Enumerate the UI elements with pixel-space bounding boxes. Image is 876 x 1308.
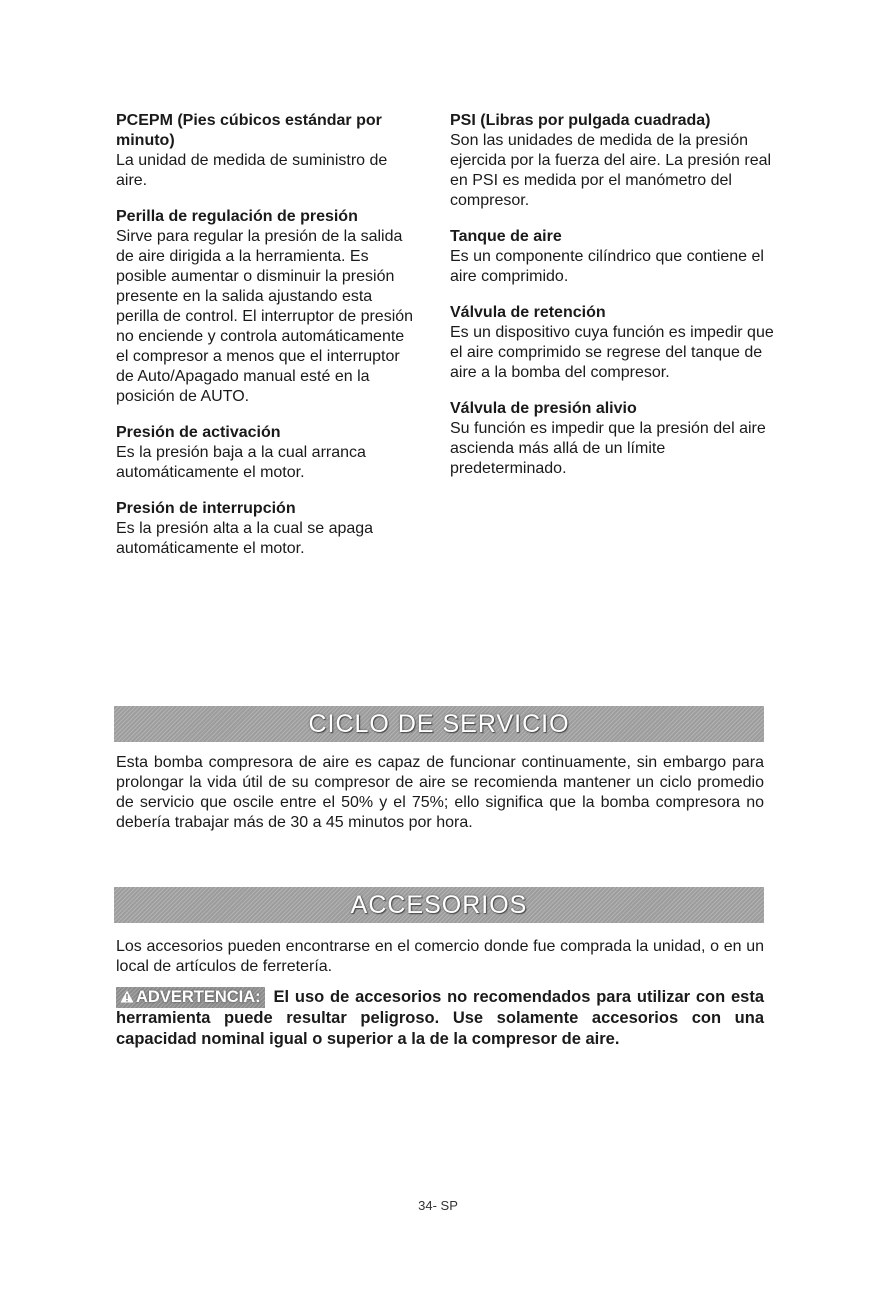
glossary-definition: Su función es impedir que la presión del aire ascienda más allá de un límite predeterminado. [450, 420, 766, 477]
accessories-warning [116, 987, 764, 1050]
glossary-definition: La unidad de medida de suministro de aire. [116, 152, 388, 189]
glossary-right-column [450, 111, 780, 495]
glossary-definition: Es la presión baja a la cual arranca automáticamente el motor. [116, 444, 366, 481]
glossary-term: Perilla de regulación de presión [116, 208, 358, 225]
glossary-entry-pressure-knob [116, 207, 416, 407]
glossary-term: PSI (Libras por pulgada cuadrada) [450, 112, 711, 129]
glossary-entry-psi [450, 111, 780, 211]
duty-cycle-title: CICLO DE SERVICIO [308, 709, 570, 738]
glossary-term: PCEPM (Pies cúbicos estándar por minuto) [116, 112, 382, 149]
glossary-term: Presión de activación [116, 424, 281, 441]
glossary-definition: Es un componente cilíndrico que contiene el aire comprimido. [450, 248, 764, 285]
glossary-definition: Son las unidades de medida de la presión ejercida por la fuerza del aire. La presión real en PSI es medida por el manómetro del compresor. [450, 132, 772, 209]
page-number: 34- SP [418, 1198, 458, 1213]
warning-text: El uso de accesorios no recomendados para utilizar con esta herramienta puede resultar peligroso. Use solamente accesorios con una capacidad nominal igual o superior a la de la compresor de aire. [116, 988, 764, 1048]
duty-cycle-paragraph: Esta bomba compresora de aire es capaz de funcionar continuamente, sin embargo para prolongar la vida útil de su compresor de aire se recomienda mantener un ciclo promedio de servicio que oscile entre el 50% y el 75%; ello significa que la bomba compresora no debería trabajar más de 30 a 45 minutos por hora. [116, 754, 764, 831]
warning-badge [116, 987, 265, 1008]
glossary-term: Válvula de presión alivio [450, 400, 637, 417]
glossary-entry-relief-valve [450, 399, 780, 479]
glossary-term: Presión de interrupción [116, 500, 296, 517]
accessories-banner [114, 887, 764, 923]
glossary-term: Tanque de aire [450, 228, 562, 245]
accessories-paragraph: Los accesorios pueden encontrarse en el comercio donde fue comprada la unidad, o en un local de artículos de ferretería. [116, 938, 764, 975]
glossary-left-column [116, 111, 416, 575]
glossary-term: Válvula de retención [450, 304, 606, 321]
warning-label: ADVERTENCIA: [136, 988, 261, 1006]
warning-triangle-icon [120, 990, 134, 1003]
glossary-entry-pcepm [116, 111, 416, 191]
glossary-entry-check-valve [450, 303, 780, 383]
duty-cycle-banner [114, 706, 764, 742]
glossary-definition: Sirve para regular la presión de la salida de aire dirigida a la herramienta. Es posible aumentar o disminuir la presión presente en la salida ajustando esta perilla de control. El interruptor de presión no enciende y controla automáticamente el compresor a menos que el interruptor de Auto/Apagado manual esté en la posición de AUTO. [116, 228, 414, 405]
glossary-entry-cut-in-pressure [116, 423, 416, 483]
glossary-entry-air-tank [450, 227, 780, 287]
glossary-entry-cut-out-pressure [116, 499, 416, 559]
glossary-definition: Es la presión alta a la cual se apaga automáticamente el motor. [116, 520, 374, 557]
accessories-title: ACCESORIOS [350, 890, 528, 919]
glossary-definition: Es un dispositivo cuya función es impedir que el aire comprimido se regrese del tanque de aire a la bomba del compresor. [450, 324, 774, 381]
